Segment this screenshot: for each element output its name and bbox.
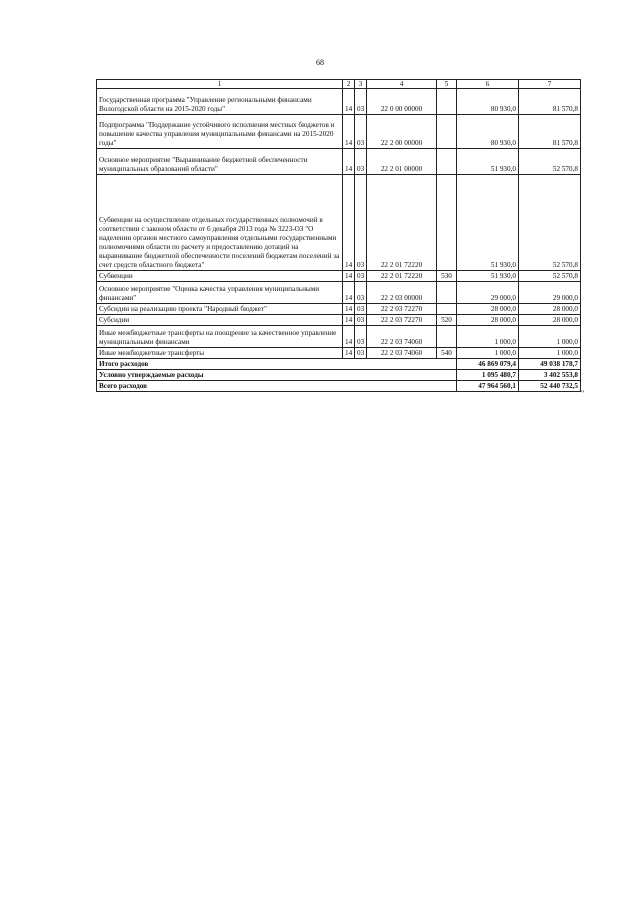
header-cell-2: 2 xyxy=(343,80,355,89)
row-subsection: 03 xyxy=(355,271,367,282)
total-label: Итого расходов xyxy=(97,359,457,370)
row-expense-type xyxy=(437,149,457,175)
row-expense-type xyxy=(437,282,457,304)
header-cell-7: 7 xyxy=(519,80,581,89)
row-section: 14 xyxy=(343,348,355,359)
total-row xyxy=(97,359,581,370)
row-expense-type xyxy=(437,89,457,115)
conditional-amount-2020: 3 402 553,8 xyxy=(519,370,581,381)
row-amount-2019: 28 000,0 xyxy=(457,304,519,315)
row-name: Основное мероприятие "Выравнивание бюджетной обеспеченности муниципальных образований области" xyxy=(97,149,343,175)
row-amount-2019: 51 930,0 xyxy=(457,175,519,271)
row-target-code: 22 2 03 00000 xyxy=(367,282,437,304)
row-amount-2019: 80 930,0 xyxy=(457,115,519,149)
row-subsection: 03 xyxy=(355,175,367,271)
row-target-code: 22 2 03 72270 xyxy=(367,304,437,315)
row-name: Иные межбюджетные трансферты xyxy=(97,348,343,359)
row-expense-type xyxy=(437,175,457,271)
row-amount-2020: 28 000,0 xyxy=(519,315,581,326)
row-name: Иные межбюджетные трансферты на поощрение за качественное управление муниципальными финансами xyxy=(97,326,343,348)
row-amount-2020: 81 570,8 xyxy=(519,115,581,149)
row-amount-2019: 80 930,0 xyxy=(457,89,519,115)
row-amount-2020: 1 000,0 xyxy=(519,326,581,348)
table-row xyxy=(97,115,581,149)
row-section: 14 xyxy=(343,115,355,149)
conditional-expenses-row xyxy=(97,370,581,381)
page-number: 68 xyxy=(316,58,324,67)
row-section: 14 xyxy=(343,315,355,326)
row-amount-2020: 52 570,8 xyxy=(519,271,581,282)
row-amount-2020: 29 000,0 xyxy=(519,282,581,304)
row-subsection: 03 xyxy=(355,282,367,304)
row-amount-2019: 51 930,0 xyxy=(457,149,519,175)
row-target-code: 22 2 01 72220 xyxy=(367,271,437,282)
header-cell-1: 1 xyxy=(97,80,343,89)
row-subsection: 03 xyxy=(355,115,367,149)
row-name: Подпрограмма "Поддержание устойчивого исполнения местных бюджетов и повышение качества управления муниципальными финансами на 2015-2020 годы" xyxy=(97,115,343,149)
row-amount-2019: 29 000,0 xyxy=(457,282,519,304)
row-amount-2020: 52 570,8 xyxy=(519,149,581,175)
row-name: Государственная программа "Управление региональными финансами Вологодской области на 2015-2020 годы" xyxy=(97,89,343,115)
header-cell-5: 5 xyxy=(437,80,457,89)
row-amount-2019: 1 000,0 xyxy=(457,326,519,348)
row-expense-type: 520 xyxy=(437,315,457,326)
table-row xyxy=(97,348,581,359)
table-row xyxy=(97,89,581,115)
row-section: 14 xyxy=(343,271,355,282)
closing-quote-mark: " xyxy=(581,389,585,398)
table-row xyxy=(97,304,581,315)
row-target-code: 22 2 00 00000 xyxy=(367,115,437,149)
row-target-code: 22 0 00 00000 xyxy=(367,89,437,115)
conditional-amount-2019: 1 095 480,7 xyxy=(457,370,519,381)
conditional-expenses-label: Условно утверждаемые расходы xyxy=(97,370,457,381)
row-section: 14 xyxy=(343,149,355,175)
row-subsection: 03 xyxy=(355,149,367,175)
row-section: 14 xyxy=(343,175,355,271)
row-amount-2020: 28 000,0 xyxy=(519,304,581,315)
row-target-code: 22 2 01 00000 xyxy=(367,149,437,175)
row-expense-type xyxy=(437,326,457,348)
budget-table xyxy=(96,79,581,392)
row-name: Субвенции xyxy=(97,271,343,282)
row-expense-type: 530 xyxy=(437,271,457,282)
header-row xyxy=(97,80,581,89)
header-cell-6: 6 xyxy=(457,80,519,89)
row-name: Субвенции на осуществление отдельных государственных полномочий в соответствии с законом области от 6 декабря 2013 года № 3223-ОЗ "О наделении органов местного самоуправления отдельными государственными полномочиями области по расчету и предоставлению дотаций на выравнивание бюджетной обеспеченности поселений бюджетам поселений за счет средств областного бюджета" xyxy=(97,175,343,271)
row-subsection: 03 xyxy=(355,326,367,348)
row-section: 14 xyxy=(343,326,355,348)
table-row xyxy=(97,175,581,271)
row-name: Основное мероприятие "Оценка качества управления муниципальными финансами" xyxy=(97,282,343,304)
row-target-code: 22 2 03 74060 xyxy=(367,348,437,359)
grand-total-amount-2019: 47 964 560,1 xyxy=(457,381,519,392)
row-amount-2020: 52 570,8 xyxy=(519,175,581,271)
row-subsection: 03 xyxy=(355,315,367,326)
table-row xyxy=(97,149,581,175)
row-expense-type xyxy=(437,304,457,315)
table-row xyxy=(97,282,581,304)
row-section: 14 xyxy=(343,304,355,315)
grand-total-row xyxy=(97,381,581,392)
row-amount-2019: 28 000,0 xyxy=(457,315,519,326)
row-amount-2020: 1 000,0 xyxy=(519,348,581,359)
row-amount-2020: 81 570,8 xyxy=(519,89,581,115)
table-row xyxy=(97,326,581,348)
row-subsection: 03 xyxy=(355,304,367,315)
row-expense-type xyxy=(437,115,457,149)
row-subsection: 03 xyxy=(355,89,367,115)
row-target-code: 22 2 03 72270 xyxy=(367,315,437,326)
row-section: 14 xyxy=(343,89,355,115)
row-expense-type: 540 xyxy=(437,348,457,359)
row-name: Субсидии xyxy=(97,315,343,326)
row-subsection: 03 xyxy=(355,348,367,359)
grand-total-label: Всего расходов xyxy=(97,381,457,392)
header-cell-4: 4 xyxy=(367,80,437,89)
table-row xyxy=(97,315,581,326)
row-amount-2019: 51 930,0 xyxy=(457,271,519,282)
header-cell-3: 3 xyxy=(355,80,367,89)
total-amount-2019: 46 869 079,4 xyxy=(457,359,519,370)
row-target-code: 22 2 01 72220 xyxy=(367,175,437,271)
row-amount-2019: 1 000,0 xyxy=(457,348,519,359)
row-target-code: 22 2 03 74060 xyxy=(367,326,437,348)
grand-total-amount-2020: 52 440 732,5 xyxy=(519,381,581,392)
row-name: Субсидии на реализацию проекта "Народный бюджет" xyxy=(97,304,343,315)
row-section: 14 xyxy=(343,282,355,304)
total-amount-2020: 49 038 178,7 xyxy=(519,359,581,370)
table-row xyxy=(97,271,581,282)
